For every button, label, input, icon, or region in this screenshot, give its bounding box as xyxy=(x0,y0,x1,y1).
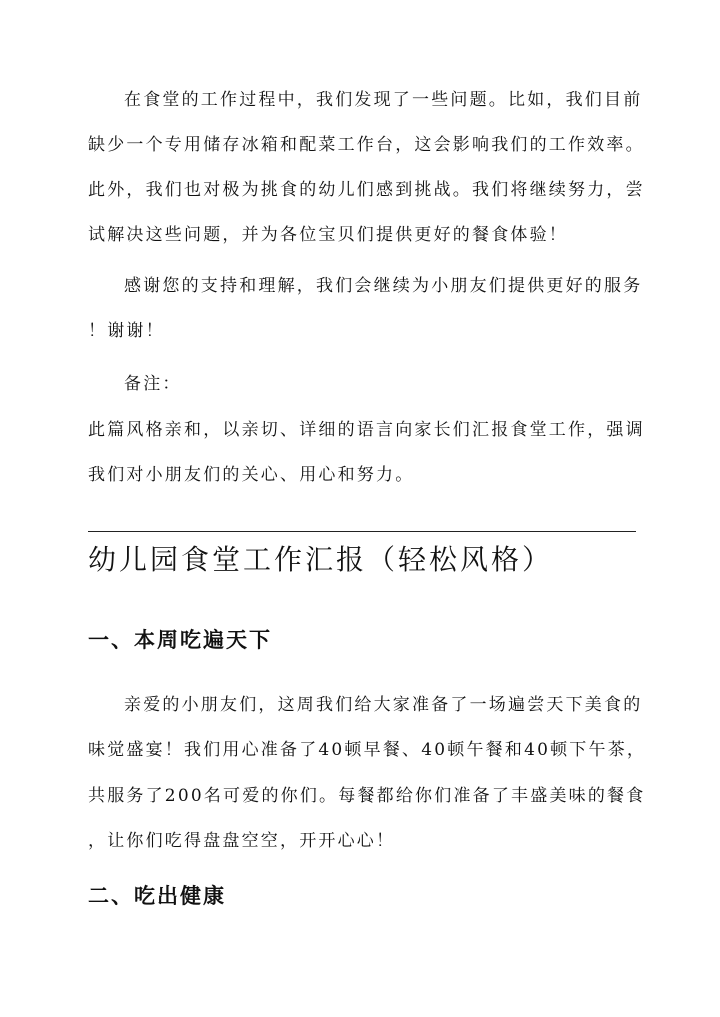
paragraph-line: ！谢谢！ xyxy=(88,321,165,341)
note-line: 此篇风格亲和，以亲切、详细的语言向家长们汇报食堂工作，强调 xyxy=(88,420,645,440)
paragraph-line: 此外，我们也对极为挑食的幼儿们感到挑战。我们将继续努力，尝 xyxy=(88,180,645,200)
paragraph-line: 在食堂的工作过程中，我们发现了一些问题。比如，我们目前 xyxy=(124,90,643,110)
paragraph-line: 味觉盛宴！我们用心准备了40顿早餐、40顿午餐和40顿下午茶， xyxy=(88,740,647,760)
section-heading-1: 一、本周吃遍天下 xyxy=(88,627,272,652)
document-title: 幼儿园食堂工作汇报（轻松风格） xyxy=(88,543,554,576)
paragraph-line: 试解决这些问题，并为各位宝贝们提供更好的餐食体验！ xyxy=(88,225,568,245)
paragraph-line: 缺少一个专用储存冰箱和配菜工作台，这会影响我们的工作效率。 xyxy=(88,135,645,155)
section-divider xyxy=(88,531,636,532)
note-line: 我们对小朋友们的关心、用心和努力。 xyxy=(88,465,415,485)
paragraph-line: 共服务了200名可爱的你们。每餐都给你们准备了丰盛美味的餐食 xyxy=(88,786,646,806)
paragraph-line: ，让你们吃得盘盘空空，开开心心！ xyxy=(88,831,396,851)
section-heading-2: 二、吃出健康 xyxy=(88,883,226,908)
note-label: 备注： xyxy=(124,374,182,394)
paragraph-line: 亲爱的小朋友们，这周我们给大家准备了一场遍尝天下美食的 xyxy=(124,695,643,715)
paragraph-line: 感谢您的支持和理解，我们会继续为小朋友们提供更好的服务 xyxy=(124,276,643,296)
